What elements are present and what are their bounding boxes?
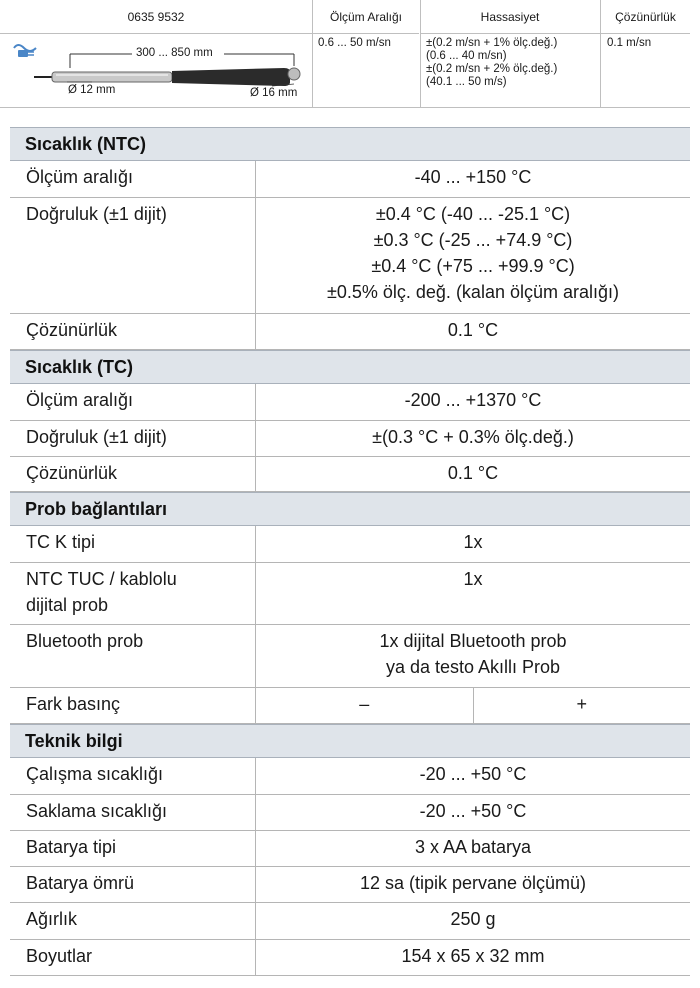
row-value — [256, 198, 690, 313]
table-row — [10, 903, 690, 940]
table-row — [10, 314, 690, 350]
table-row — [10, 795, 690, 831]
section-header-tc: Sıcaklık (TC) — [10, 350, 690, 384]
row-label: Çözünürlük — [10, 314, 256, 349]
diff-left-value: – — [256, 688, 474, 723]
header-resolution: Çözünürlük — [601, 0, 690, 34]
probe-resolution-value: 0.1 m/sn — [607, 37, 652, 49]
row-value: 1x — [463, 569, 483, 589]
section-header-probe: Prob bağlantıları — [10, 492, 690, 526]
table-row — [10, 940, 690, 976]
probe-diameter-right: Ø 16 mm — [250, 87, 298, 99]
table-row — [10, 198, 690, 314]
probe-range-value: 0.6 ... 50 m/sn — [318, 37, 391, 49]
row-label: TC K tipi — [10, 526, 256, 562]
probe-order-number: 0635 9532 — [0, 0, 312, 34]
table-row — [10, 457, 690, 492]
row-value: -20 ... +50 °C — [419, 801, 527, 821]
table-row — [10, 758, 690, 795]
row-value: 3 x AA batarya — [414, 837, 532, 857]
header-accuracy: Hassasiyet — [420, 0, 600, 34]
row-value: 0.1 °C — [447, 463, 499, 483]
row-label: Çalışma sıcaklığı — [10, 758, 256, 794]
probe-diameter-left: Ø 12 mm — [68, 84, 116, 96]
row-label: Bluetooth prob — [10, 625, 256, 687]
value-line: ±0.4 °C (+75 ... +99.9 °C) — [371, 256, 575, 276]
row-value: -200 ... +1370 °C — [404, 390, 542, 410]
row-value: 0.1 °C — [447, 320, 499, 340]
accuracy-line: (40.1 ... 50 m/s) — [426, 76, 507, 88]
probe-length-label: 300 ... 850 mm — [136, 47, 213, 59]
value-line: ±0.3 °C (-25 ... +74.9 °C) — [373, 230, 573, 250]
value-line: ya da testo Akıllı Prob — [385, 657, 561, 677]
spec-table — [10, 127, 690, 976]
section-header-tech: Teknik bilgi — [10, 724, 690, 758]
table-row — [10, 688, 690, 724]
column-divider — [312, 0, 313, 107]
row-label: Ölçüm aralığı — [10, 161, 256, 197]
section-header-ntc: Sıcaklık (NTC) — [10, 127, 690, 161]
accuracy-line: (0.6 ... 40 m/sn) — [426, 50, 507, 62]
table-row — [10, 526, 690, 563]
row-value: 250 g — [450, 909, 496, 929]
row-value: 12 sa (tipik pervane ölçümü) — [359, 873, 587, 893]
table-row — [10, 421, 690, 457]
row-value: ±(0.3 °C + 0.3% ölç.değ.) — [372, 427, 574, 447]
row-value: 154 x 65 x 32 mm — [401, 946, 545, 966]
probe-accuracy-value — [426, 37, 557, 89]
table-row — [10, 384, 690, 421]
value-line: ±0.4 °C (-40 ... -25.1 °C) — [375, 204, 571, 224]
header-range: Ölçüm Aralığı — [313, 0, 419, 34]
row-label: Saklama sıcaklığı — [10, 795, 256, 830]
probe-drawing — [12, 38, 308, 100]
row-label — [10, 563, 256, 624]
row-value: -40 ... +150 °C — [414, 167, 532, 187]
row-label: Çözünürlük — [10, 457, 256, 491]
accuracy-line: ±(0.2 m/sn + 2% ölç.değ.) — [426, 63, 558, 75]
table-row — [10, 831, 690, 867]
row-label: Doğruluk (±1 dijit) — [10, 421, 256, 456]
row-value — [256, 625, 690, 687]
probe-spec-table — [0, 0, 690, 108]
row-label: Doğruluk (±1 dijit) — [10, 198, 256, 313]
label-line: NTC TUC / kablolu — [26, 569, 177, 589]
table-row — [10, 867, 690, 903]
row-label: Fark basınç — [10, 688, 256, 723]
row-label: Batarya ömrü — [10, 867, 256, 902]
cable-plug-icon — [14, 45, 36, 57]
row-label: Ölçüm aralığı — [10, 384, 256, 420]
column-divider — [600, 0, 601, 107]
row-value-split — [256, 688, 690, 723]
row-value: -20 ... +50 °C — [419, 764, 527, 784]
diff-right-value: + — [576, 694, 587, 714]
row-label: Boyutlar — [10, 940, 256, 975]
table-row — [10, 563, 690, 625]
column-divider — [420, 0, 421, 107]
row-label: Ağırlık — [10, 903, 256, 939]
label-line: dijital prob — [26, 595, 109, 615]
row-label: Batarya tipi — [10, 831, 256, 866]
value-line: ±0.5% ölç. değ. (kalan ölçüm aralığı) — [326, 282, 620, 302]
accuracy-line: ±(0.2 m/sn + 1% ölç.değ.) — [426, 37, 558, 49]
table-row — [10, 625, 690, 688]
value-line: 1x dijital Bluetooth prob — [379, 631, 567, 651]
table-row — [10, 161, 690, 198]
row-value: 1x — [463, 532, 483, 552]
